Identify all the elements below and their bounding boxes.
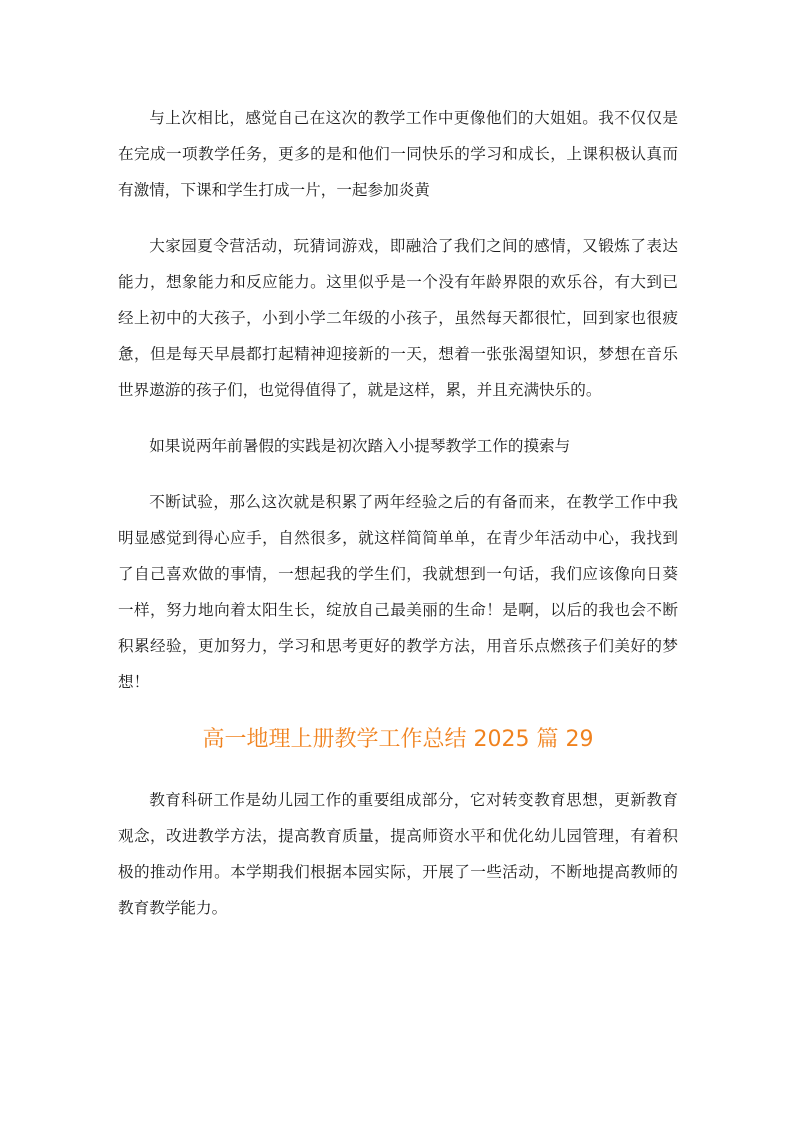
document-body	[118, 100, 678, 946]
paragraph-5: 教育科研工作是幼儿园工作的重要组成部分，它对转变教育思想，更新教育观念，改进教学方法，提高教育质量，提高师资水平和优化幼儿园管理，有着积极的推动作用。本学期我们根据本园实际，开展了一些活动，不断地提高教师的教育教学能力。	[118, 791, 678, 917]
section-heading: 高一地理上册教学工作总结 2025 篇 29	[202, 727, 594, 752]
paragraph-4: 不断试验，那么这次就是积累了两年经验之后的有备而来，在教学工作中我明显感觉到得心应手，自然很多，就这样简简单单，在青少年活动中心，我找到了自己喜欢做的事情，一想起我的学生们，我就想到一句话，我们应该像向日葵一样，努力地向着太阳生长，绽放自己最美丽的生命！是啊，以后的我也会不断积累经验，更加努力，学习和思考更好的教学方法，用音乐点燃孩子们美好的梦想！	[118, 493, 678, 691]
paragraph-3: 如果说两年前暑假的实践是初次踏入小提琴教学工作的摸索与	[149, 437, 571, 455]
paragraph-2: 大家园夏令营活动，玩猜词游戏，即融洽了我们之间的感情，又锻炼了表达能力，想象能力和反应能力。这里似乎是一个没有年龄界限的欢乐谷，有大到已经上初中的大孩子，小到小学二年级的小孩子，虽然每天都很忙，回到家也很疲惫，但是每天早晨都打起精神迎接新的一天，想着一张张渴望知识，梦想在音乐世界遨游的孩子们，也觉得值得了，就是这样，累，并且充满快乐的。	[118, 237, 678, 399]
paragraph-1: 与上次相比，感觉自己在这次的教学工作中更像他们的大姐姐。我不仅仅是在完成一项教学任务，更多的是和他们一同快乐的学习和成长，上课积极认真而有激情，下课和学生打成一片，一起参加炎黄	[118, 109, 678, 199]
